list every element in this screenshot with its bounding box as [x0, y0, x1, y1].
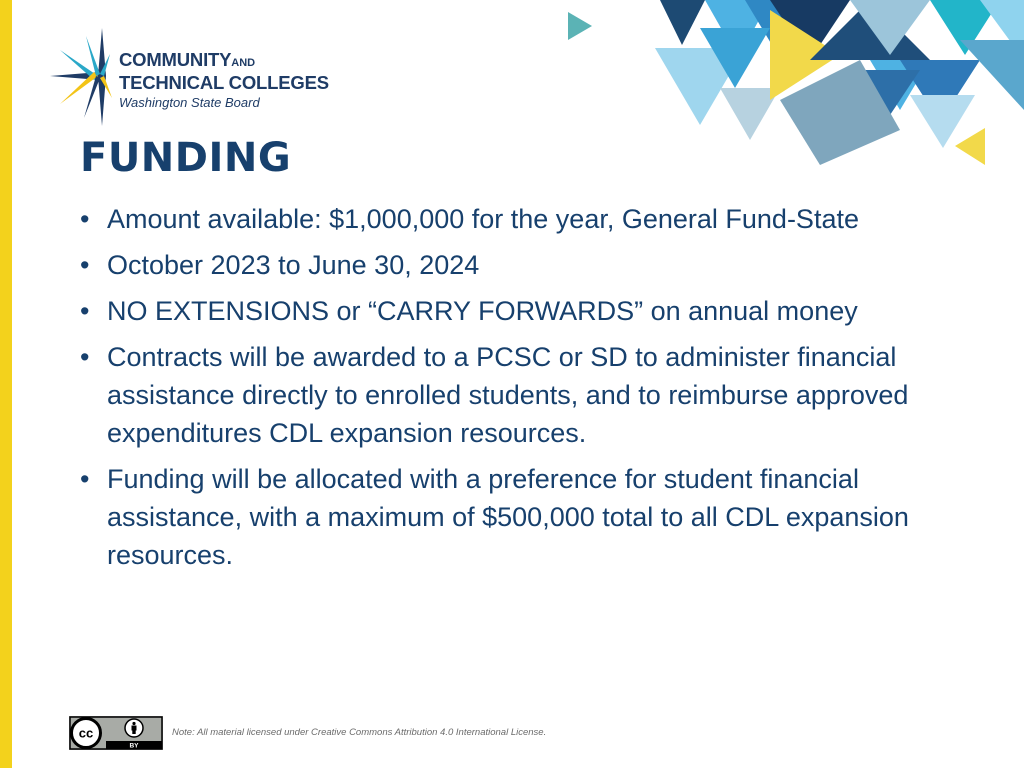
- small-teal-triangle: [568, 12, 592, 40]
- bullet-text: Contracts will be awarded to a PCSC or SD to administer financial assistance directly to enrolled students, and to reimburse approved expenditures CDL expansion resources.: [107, 342, 909, 448]
- bullet-dot: •: [80, 342, 90, 372]
- slide-title: FUNDING: [80, 135, 292, 181]
- navy-triangle-1: [660, 0, 705, 45]
- bullet-text: Amount available: $1,000,000 for the year, General Fund-State: [107, 204, 859, 234]
- creative-commons-badge: [69, 716, 163, 750]
- bullet-item: [80, 292, 980, 330]
- logo-word-community: COMMUNITY: [119, 49, 232, 70]
- bullet-text: Funding will be allocated with a preference for student financial assistance, with a maximum of $500,000 total to all CDL expansion resources.: [107, 464, 909, 570]
- by-label: BY: [129, 742, 139, 750]
- bullet-dot: •: [80, 464, 90, 494]
- logo-line-technical-colleges: TECHNICAL COLLEGES: [119, 72, 329, 93]
- attribution-person-icon: [125, 719, 143, 737]
- bullet-text: October 2023 to June 30, 2024: [107, 250, 480, 280]
- bullet-text: NO EXTENSIONS or “CARRY FORWARDS” on annual money: [107, 296, 858, 326]
- logo-wordmark: [119, 50, 329, 111]
- bullet-item: [80, 460, 980, 574]
- logo-line-community: [119, 50, 329, 73]
- bullet-item: [80, 338, 980, 452]
- bullet-dot: •: [80, 296, 90, 326]
- license-note: Note: All material licensed under Creative Commons Attribution 4.0 International License.: [172, 727, 547, 738]
- cc-label: cc: [78, 725, 94, 741]
- bullet-dot: •: [80, 204, 90, 234]
- bullet-dot: •: [80, 250, 90, 280]
- logo-line-state-board: Washington State Board: [119, 95, 260, 110]
- bullet-item: [80, 246, 980, 284]
- logo-star-icon: [46, 26, 118, 130]
- yellow-triangle-2: [955, 128, 985, 165]
- logo-word-and: AND: [231, 57, 256, 69]
- bullet-item: [80, 200, 980, 238]
- bullet-list: [80, 200, 980, 582]
- logo: [46, 26, 346, 130]
